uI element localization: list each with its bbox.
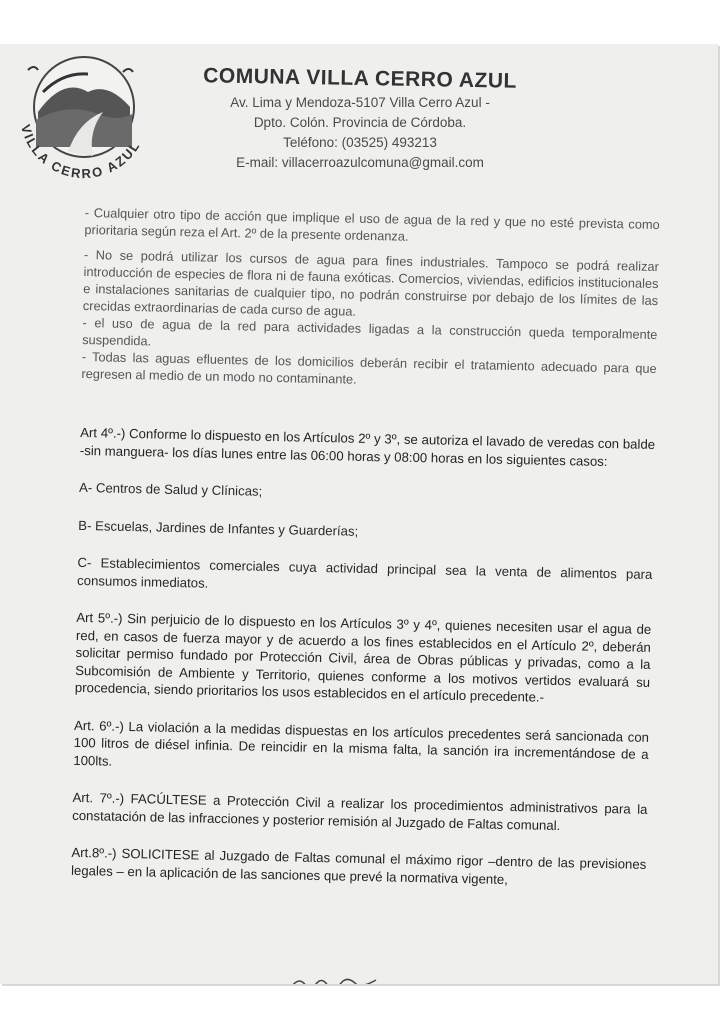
address-line: Av. Lima y Mendoza-5107 Villa Cerro Azul - [230, 95, 490, 110]
list-item: - el uso de agua de la red para actividades ligadas a la construcción queda temporalmente suspendida. [82, 314, 658, 349]
document-page [0, 44, 718, 984]
article-5: Art 5º.-) Sin perjuicio de lo dispuesto en los Artículos 3º y 4º, quienes necesiten usar el agua de red, en casos de fuerza mayor y de acuerdo a los fines establecidos en el Artículo 2º, deberán solicitar permiso fundado por Protección Civil, área de Obras públicas y privadas, como a la Subcomisión de Ambiente y Territorio, quienes conforme a los motivos vertidos evaluará su procedencia, siendo prioritarios los usos establecidos en el artículo precedente.- [74, 609, 652, 705]
svg-text:VILLA CERRO AZUL: VILLA CERRO AZUL [18, 122, 144, 182]
region-line: Dpto. Colón. Provincia de Córdoba. [253, 115, 467, 130]
signature-scribble [290, 974, 380, 984]
article-7: Art. 7º.-) FACÚLTESE a Protección Civil a realizar los procedimientos administrativos para la constatación de las infracciones y posterior remisión al Juzgado de Faltas comunal. [72, 789, 648, 833]
article-6: Art. 6º.-) La violación a la medidas dispuestas en los artículos precedentes será sancionada con 100 litros de diésel infinia. De reincidir en la misma falta, la sanción ira incrementándose de a 100lts. [73, 717, 650, 769]
case-item-a: A- Centros de Salud y Clínicas; [78, 479, 263, 499]
article-8: Art.8º.-) SOLICITESE al Juzgado de Faltas comunal el máximo rigor –dentro de las previsiones legales – en la aplicación de las sanciones que prevé la normativa vigente, [70, 844, 647, 887]
email-line: E-mail: villacerroazulcomuna@gmail.com [236, 155, 484, 170]
article-4: Art 4º.-) Conforme lo dispuesto en los Artículos 2º y 3º, se autoriza el lavado de veredas con balde -sin manguera- los días lunes entre las 06:00 horas y 08:00 horas en los siguientes casos: [79, 424, 656, 469]
document-body [71, 204, 660, 891]
case-item-c: C- Establecimientos comerciales cuya actividad principal sea la venta de alimentos para consumos inmediatos. [76, 554, 653, 591]
list-item: - Cualquier otro tipo de acción que implique el uso de agua de la red y que no esté prevista como prioritaria según reza el Art. 2º de la presente ordenanza. [84, 204, 660, 244]
list-item: - No se podrá utilizar los cursos de agua para fines industriales. Tampoco se podrá realizar introducción de especies de flora ni de fauna exóticas. Comercios, viviendas, edificios institucionales e instalaciones sanitarias de cualquier tipo, no podrán construirse por debajo de los límites de las crecidas extraordinarias de cada curso de agua. [82, 246, 659, 319]
villa-cerro-azul-logo [8, 52, 158, 192]
phone-line: Teléfono: (03525) 493213 [283, 135, 437, 150]
case-item-b: B- Escuelas, Jardines de Infantes y Guarderías; [78, 517, 359, 539]
list-item: - Todas las aguas efluentes de los domicilios deberán recibir el tratamiento adecuado para que regresen al medio de un modo no contaminante. [81, 348, 657, 387]
organization-name: COMUNA VILLA CERRO AZUL [203, 64, 518, 93]
letterhead [150, 64, 570, 173]
